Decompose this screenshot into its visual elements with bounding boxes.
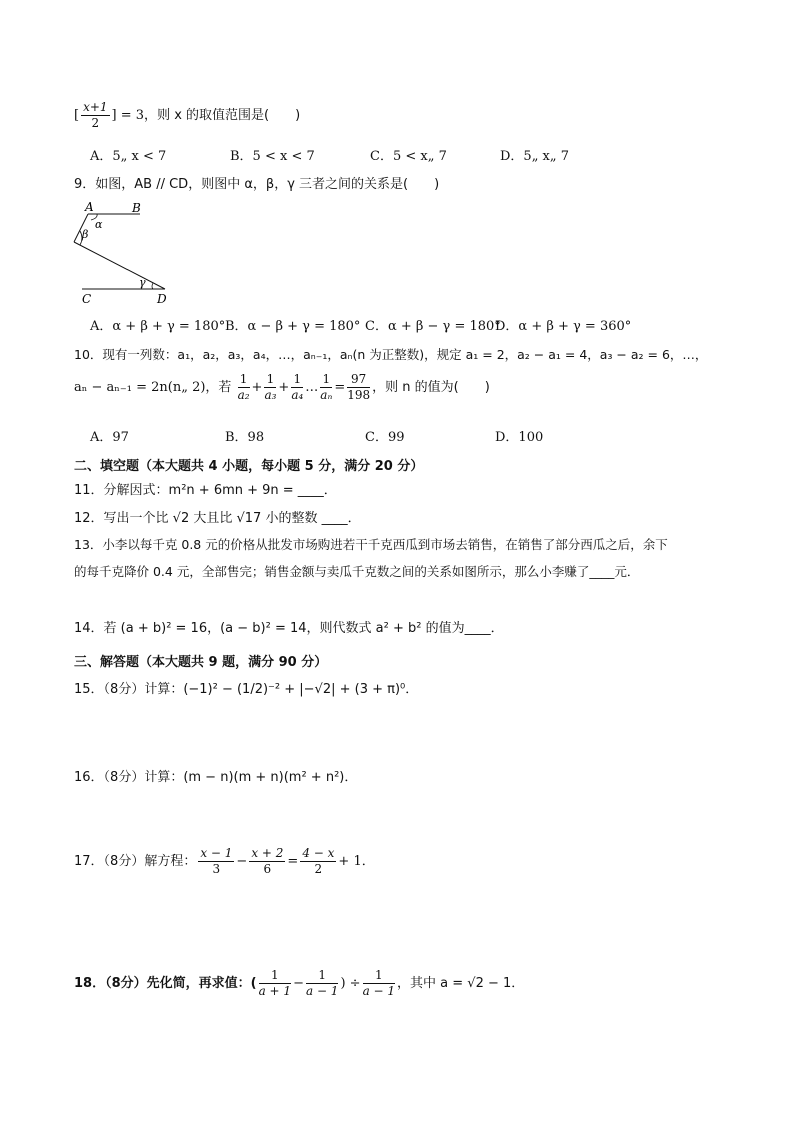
q8-option-c[interactable]: C．5 < x„ 7 (370, 149, 447, 164)
q18 (74, 968, 524, 999)
q9-figure (68, 198, 178, 306)
q17-frac1-den: 3 (212, 862, 221, 876)
q10-option-a[interactable]: A．97 (90, 430, 129, 445)
q10-option-c[interactable]: C．99 (365, 430, 405, 445)
label-d: D (157, 292, 167, 306)
q13-line1: 13．小李以每千克 0.8 元的价格从批发市场购进若干千克西瓜到市场去销售，在销售了部分西瓜之后，余下 (74, 537, 668, 552)
section-2-heading: 二、填空题（本大题共 4 小题，每小题 5 分，满分 20 分） (74, 459, 424, 474)
q9-option-b[interactable]: B．α − β + γ = 180° (225, 319, 361, 334)
q8-frac-num: x+1 (83, 100, 108, 114)
q9-stem: 9．如图，AB // CD，则图中 α，β，γ 三者之间的关系是( ) (74, 177, 440, 192)
q17-frac3-num: 4 − x (302, 846, 335, 860)
label-b: B (132, 201, 141, 215)
q10-option-b[interactable]: B．98 (225, 430, 265, 445)
q8-option-a[interactable]: A．5„ x < 7 (90, 149, 167, 164)
q17-prefix: 17．（8分）解方程： (74, 854, 197, 869)
q9-option-c[interactable]: C．α + β − γ = 180° (365, 319, 501, 334)
q10-line1: 10．现有一列数：a₁，a₂，a₃，a₄，…，aₙ₋₁，aₙ(n 为正整数)，规定 a₁ = 2，a₂ − a₁ = 4，a₃ − a₂ = 6，…， (74, 347, 708, 362)
q14: 14．若 (a + b)² = 16，(a − b)² = 14，则代数式 a² + b² 的值为____． (74, 621, 504, 636)
segment-vertex-d (74, 242, 165, 289)
gamma-arc (152, 283, 153, 289)
q13-line2: 的每千克降价 0.4 元，全部售完；销售金额与卖瓜千克数之间的关系如图所示，那么小李赚了____元． (74, 564, 640, 579)
q18-op-divide: ) ÷ (340, 976, 361, 991)
q8-eq: ] = 3， (111, 108, 158, 123)
q10-frac5-num: 97 (347, 372, 370, 388)
q18-frac1-den: a + 1 (258, 984, 292, 998)
q8-stem: [ $\frac{x+1}{2}$ ] = 3，则 x 的取值范围是( ) (74, 100, 301, 130)
q15: 15．（8分）计算：(−1)² − (1/2)⁻² + |−√2| + (3 + π)⁰． (74, 682, 419, 697)
q10-frac4-den: aₙ (320, 388, 333, 402)
q9-options (90, 315, 631, 334)
q18-frac1-num: 1 (259, 968, 291, 984)
q17-frac2-num: x + 2 (251, 846, 284, 860)
q18-frac2-num: 1 (306, 968, 338, 984)
q8-options (90, 145, 569, 164)
q18-frac2-den: a − 1 (305, 984, 339, 998)
q10-question: ，则 n 的值为( ) (372, 380, 490, 395)
q10-frac4-num: 1 (320, 372, 332, 388)
q18-prefix: 18．（8分）先化简，再求值：( (74, 976, 257, 991)
q18-frac3-den: a − 1 (362, 984, 396, 998)
q10-options (90, 426, 543, 445)
q12: 12．写出一个比 √2 大且比 √17 小的整数 ____． (74, 511, 361, 526)
label-c: C (82, 292, 92, 306)
q17-suffix: + 1． (338, 854, 375, 869)
q17-op-minus: − (236, 854, 248, 869)
q10-frac3-num: 1 (291, 372, 303, 388)
q10-frac2-num: 1 (264, 372, 276, 388)
q18-suffix: ，其中 a = √2 − 1． (397, 976, 525, 991)
q17 (74, 846, 375, 877)
q10-condition: aₙ − aₙ₋₁ = 2n(n„ 2)，若 (74, 380, 232, 395)
q17-frac2-den: 6 (263, 862, 272, 876)
label-gamma: γ (139, 276, 146, 289)
q10-line2: aₙ − aₙ₋₁ = 2n(n„ 2)，若 $\frac{1}{\text{a₂}}$ + $\frac{1}{\text{a₃}}$ + $\frac{1}{\text{a₄}}$ … $\frac{1}{\text{aₙ}}$ = $\frac{97}{198}$ ，则 n 的值为( ) (74, 372, 490, 402)
q8-option-d[interactable]: D．5„ x„ 7 (500, 149, 570, 164)
q10-frac1-num: 1 (238, 372, 250, 388)
q18-op-minus: − (293, 976, 304, 991)
q17-frac1-num: x − 1 (200, 846, 233, 860)
q10-option-d[interactable]: D．100 (495, 430, 544, 445)
q9-option-d[interactable]: D．α + β + γ = 360° (495, 319, 632, 334)
label-beta: β (82, 228, 89, 241)
q10-frac1-den: a₂ (237, 388, 250, 402)
label-a: A (85, 200, 94, 214)
q8-question-text: 则 x 的取值范围是( ) (157, 108, 301, 123)
label-alpha: α (95, 218, 103, 231)
q10-frac2-den: a₃ (264, 388, 277, 402)
q8-option-b[interactable]: B．5 < x < 7 (230, 149, 315, 164)
q11: 11．分解因式：m²n + 6mn + 9n = ____． (74, 483, 337, 498)
q16: 16．（8分）计算：(m − n)(m + n)(m² + n²)． (74, 770, 358, 785)
q8-frac-den: 2 (91, 116, 100, 130)
q17-frac3-den: 2 (314, 862, 323, 876)
q17-op-equals: = (287, 854, 299, 869)
q10-frac3-den: a₄ (291, 388, 304, 402)
q9-option-a[interactable]: A．α + β + γ = 180° (90, 319, 226, 334)
section-3-heading: 三、解答题（本大题共 9 题，满分 90 分） (74, 655, 328, 670)
q10-frac5-den: 198 (347, 388, 371, 402)
q18-frac3-num: 1 (363, 968, 395, 984)
